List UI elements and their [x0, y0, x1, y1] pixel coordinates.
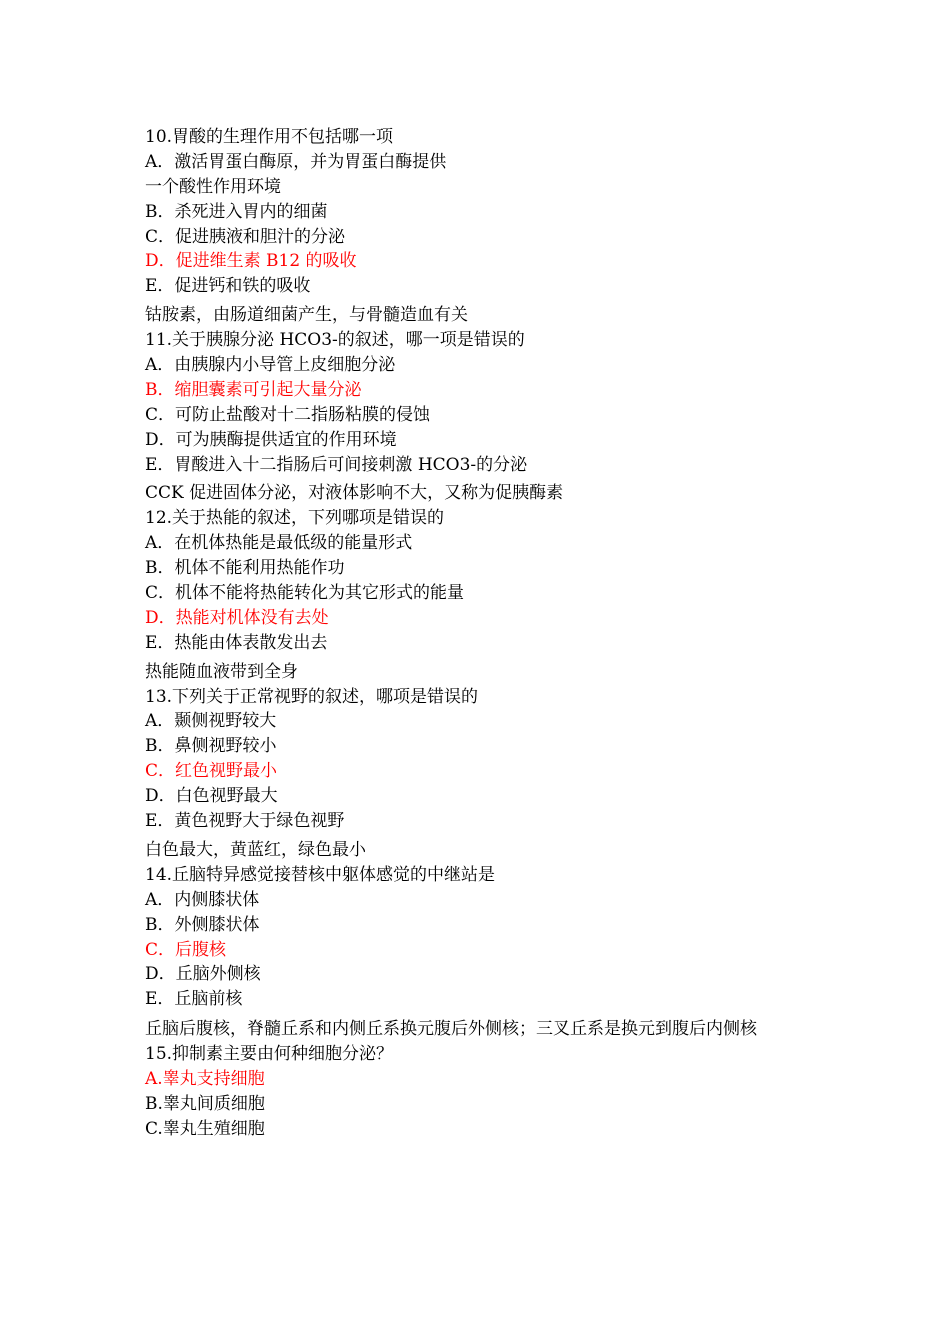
option-b: B．鼻侧视野较小 — [145, 736, 277, 757]
option-a: A．颞侧视野较大 — [145, 711, 277, 732]
option-e: E．丘脑前核 — [145, 989, 243, 1010]
question-10 — [145, 125, 805, 328]
option-b: B．杀死进入胃内的细菌 — [145, 201, 328, 222]
option-d-answer: D．热能对机体没有去处 — [145, 607, 329, 628]
option-a: A．在机体热能是最低级的能量形式 — [145, 533, 413, 554]
option-c: C．机体不能将热能转化为其它形式的能量 — [145, 583, 465, 604]
question-11 — [145, 328, 805, 506]
question-title: 12.关于热能的叙述，下列哪项是错误的 — [145, 508, 445, 529]
option-c-answer: C．红色视野最小 — [145, 761, 278, 782]
option-c: C.睾丸生殖细胞 — [145, 1118, 265, 1139]
document-page — [145, 125, 805, 1142]
question-title: 15.抑制素主要由何种细胞分泌？ — [145, 1044, 394, 1065]
option-e: E．黄色视野大于绿色视野 — [145, 811, 345, 832]
option-c-answer: C．后腹核 — [145, 939, 227, 960]
explanation-note: 钴胺素，由肠道细菌产生，与骨髓造血有关 — [145, 305, 468, 326]
option-b-answer: B．缩胆囊素可引起大量分泌 — [145, 379, 362, 400]
option-e: E．胃酸进入十二指肠后可间接刺激 HCO3-的分泌 — [145, 454, 528, 475]
option-a-answer: A.睾丸支持细胞 — [145, 1069, 265, 1090]
option-b: B．外侧膝状体 — [145, 914, 260, 935]
option-d-answer: D．促进维生素 B12 的吸收 — [145, 251, 357, 272]
explanation-note: CCK 促进固体分泌，对液体影响不大，又称为促胰酶素 — [145, 483, 564, 504]
question-title: 13.下列关于正常视野的叙述，哪项是错误的 — [145, 686, 479, 707]
option-a: A．由胰腺内小导管上皮细胞分泌 — [145, 355, 396, 376]
option-b: B.睾丸间质细胞 — [145, 1093, 265, 1114]
question-title: 10.胃酸的生理作用不包括哪一项 — [145, 127, 394, 147]
question-12 — [145, 506, 805, 684]
question-title: 14.丘脑特异感觉接替核中躯体感觉的中继站是 — [145, 864, 496, 885]
question-14 — [145, 863, 805, 1042]
explanation-note: 白色最大，黄蓝红，绿色最小 — [145, 839, 366, 860]
option-a: A．激活胃蛋白酶原，并为胃蛋白酶提供 — [145, 151, 447, 172]
option-c: C．可防止盐酸对十二指肠粘膜的侵蚀 — [145, 404, 431, 425]
option-b: B．机体不能利用热能作功 — [145, 558, 345, 579]
option-e: E．热能由体表散发出去 — [145, 632, 328, 653]
explanation-note: 热能随血液带到全身 — [145, 661, 298, 682]
option-d: D．丘脑外侧核 — [145, 964, 261, 985]
explanation-note: 丘脑后腹核，脊髓丘系和内侧丘系换元腹后外侧核；三叉丘系是换元到腹后内侧核 — [145, 1019, 757, 1040]
option-a-continued: 一个酸性作用环境 — [145, 176, 281, 197]
option-e: E．促进钙和铁的吸收 — [145, 276, 311, 297]
question-13 — [145, 685, 805, 863]
option-d: D．白色视野最大 — [145, 786, 278, 807]
option-a: A．内侧膝状体 — [145, 889, 260, 910]
question-title: 11.关于胰腺分泌 HCO3-的叙述，哪一项是错误的 — [145, 330, 525, 351]
option-d: D．可为胰酶提供适宜的作用环境 — [145, 429, 397, 450]
option-c: C．促进胰液和胆汁的分泌 — [145, 226, 346, 247]
question-15 — [145, 1042, 805, 1142]
